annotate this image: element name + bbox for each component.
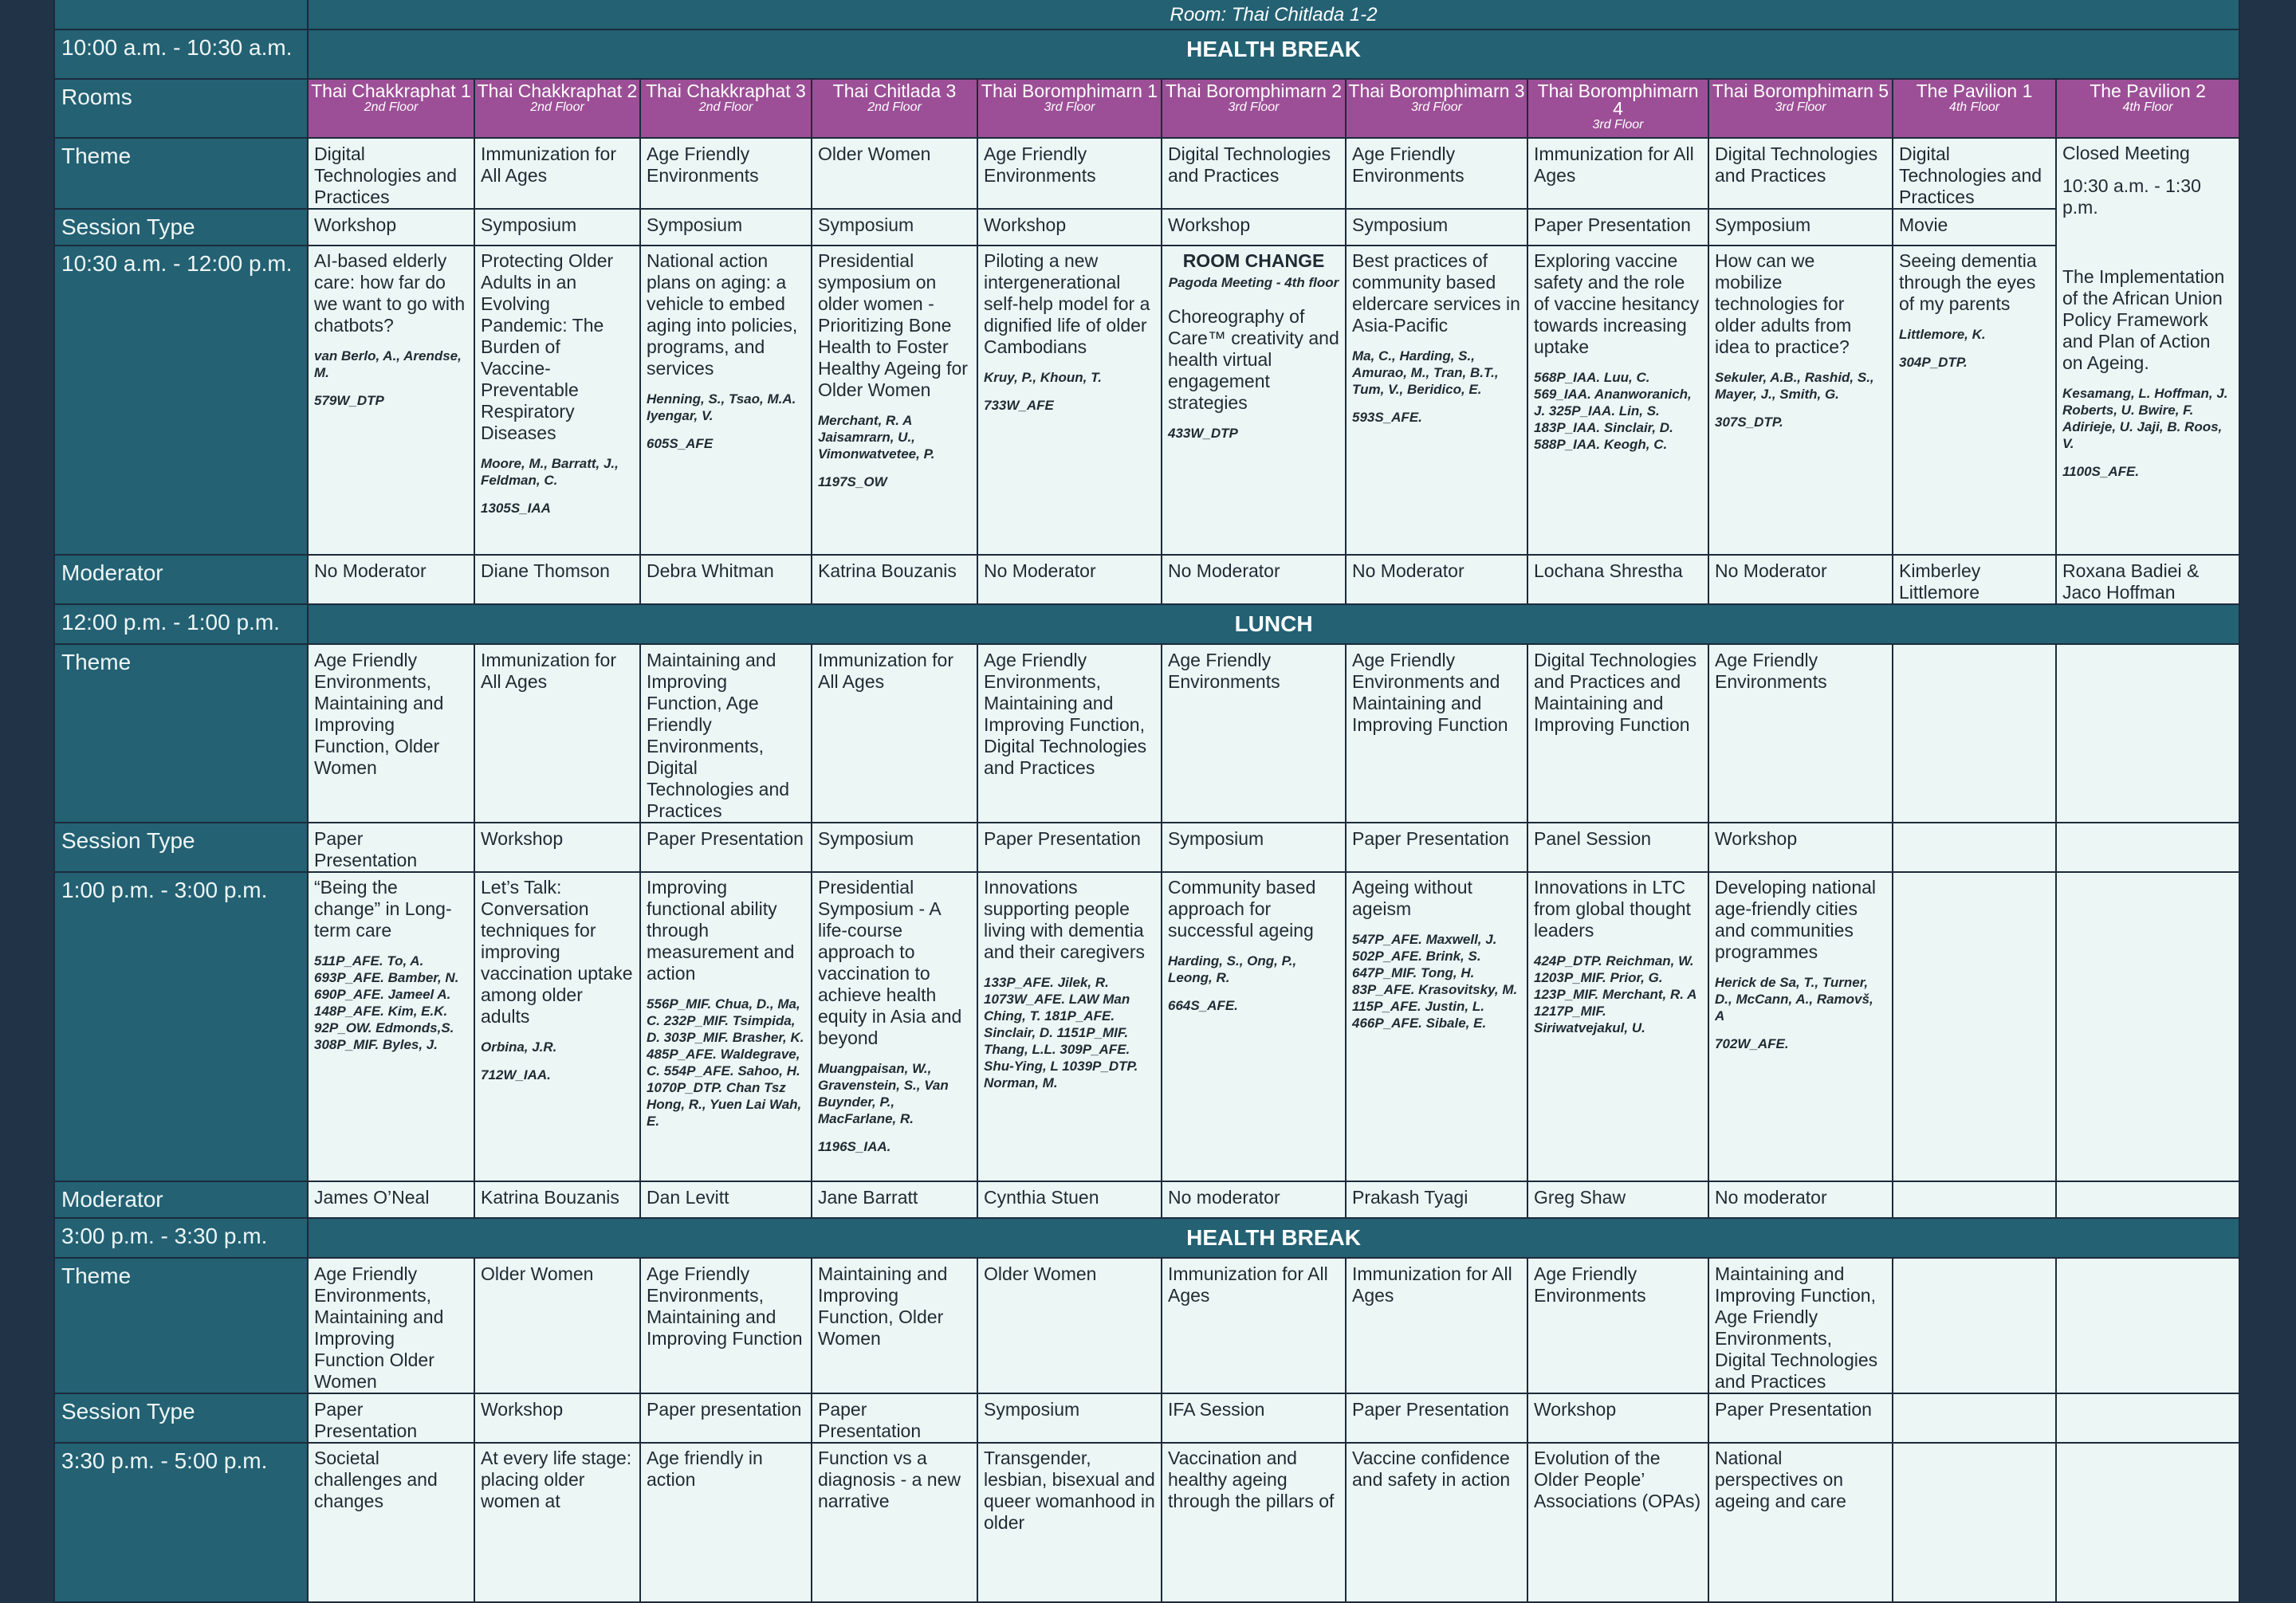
closed-code: 1100S_AFE. [2062,464,2140,479]
closed-session-title: The Implementation of the African Union Policy Framework and Plan of Action on Ageing. [2062,266,2225,373]
time-label: 10:30 a.m. - 12:00 p.m. [54,246,308,555]
session-code: 664S_AFE. [1168,998,1238,1013]
theme-cell: Digital Technologies and Practices [1893,138,2056,209]
room-name: Thai Boromphimarn 2 [1165,81,1343,101]
closed-title: Closed Meeting [2062,143,2190,163]
session-cell [812,872,977,1181]
schedule-row [54,79,2239,138]
session-authors: Kruy, P., Khoun, T. [984,370,1102,385]
schedule-row [54,823,2239,872]
moderator-cell: Roxana Badiei & Jaco Hoffman [2056,555,2239,604]
break-label: HEALTH BREAK [308,29,2239,79]
session-type-cell: Symposium [1162,823,1346,872]
session-type-cell: Paper presentation [640,1393,812,1443]
session-authors: 511P_AFE. To, A. 693P_AFE. Bamber, N. 690P_AFE. Jameel A. 148P_AFE. Kim, E.K. 92P_OW. Edmonds,S. 308P_MIF. Byles, J. [314,953,459,1052]
session-title: Protecting Older Adults in an Evolving Pandemic: The Burden of Vaccine-Preventable Respiratory Diseases [481,250,614,443]
session-cell [1893,246,2056,555]
session-cell [474,246,640,555]
schedule-row [54,1181,2239,1218]
session-cell [1346,872,1527,1181]
session-code: 1305S_IAA [481,501,551,516]
moderator-cell: Diane Thomson [474,555,640,604]
session-cell: At every life stage: placing older women at [474,1443,640,1602]
time-label: 3:30 p.m. - 5:00 p.m. [54,1443,308,1602]
session-type-cell [2056,1393,2239,1443]
schedule-row [54,246,2239,555]
room-floor: 4th Floor [1948,100,2000,114]
theme-cell: Immunization for All Ages [812,644,977,823]
room-name: Thai Boromphimarn 4 [1537,81,1699,119]
session-cell [1346,246,1527,555]
session-authors: Harding, S., Ong, P., Leong, R. [1168,953,1297,985]
theme-cell: Age Friendly Environments [1527,1258,1708,1393]
time-label: 1:00 p.m. - 3:00 p.m. [54,872,308,1181]
session-cell [977,872,1162,1181]
session-type-cell: Symposium [812,209,977,246]
session-code: 605S_AFE [647,436,714,451]
session-authors: Herick de Sa, T., Turner, D., McCann, A., Ramovš, A [1715,975,1873,1023]
schedule-table [53,0,2240,1603]
session-code: 712W_IAA. [481,1067,551,1082]
moderator-cell: No moderator [1708,1181,1893,1218]
session-code: 307S_DTP. [1715,415,1783,430]
room-header [640,79,812,138]
session-title: Innovations supporting people living with dementia and their caregivers [984,877,1145,962]
room-name: Thai Boromphimarn 1 [981,81,1158,101]
room-floor: 3rd Floor [1044,100,1095,114]
session-code: 593S_AFE. [1352,410,1422,425]
session-authors: Sekuler, A.B., Rashid, S., Mayer, J., Smith, G. [1715,370,1874,402]
session-code: 579W_DTP [314,393,384,408]
room-header [812,79,977,138]
theme-cell: Older Women [474,1258,640,1393]
session-cell [1162,872,1346,1181]
session-title: Ageing without ageism [1352,877,1472,919]
theme-cell: Age Friendly Environments, Maintaining and Improving Function, Older Women [308,644,474,823]
session-cell [977,246,1162,555]
closed-meeting-cell [2056,138,2239,555]
theme-cell: Age Friendly Environments [977,138,1162,209]
break-time: 3:00 p.m. - 3:30 p.m. [54,1218,308,1258]
session-cell [812,246,977,555]
session-cell: Evolution of the Older People’ Associations (OPAs) [1527,1443,1708,1602]
session-code: 733W_AFE [984,398,1054,413]
row-label: Theme [54,644,308,823]
session-code: 702W_AFE. [1715,1036,1789,1051]
session-title: Developing national age-friendly cities and communities programmes [1715,877,1877,962]
session-type-cell: Workshop [474,823,640,872]
keynote-moderator-cell [308,0,2239,29]
session-title: Let’s Talk: Conversation techniques for improving vaccination uptake among older adults [481,877,633,1027]
session-type-cell: Workshop [474,1393,640,1443]
moderator-cell: Debra Whitman [640,555,812,604]
theme-cell [1893,644,2056,823]
session-cell: Vaccination and healthy ageing through the pillars of [1162,1443,1346,1602]
theme-cell: Age Friendly Environments [1346,138,1527,209]
session-title: How can we mobilize technologies for older adults from idea to practice? [1715,250,1852,357]
session-authors: Orbina, J.R. [481,1039,557,1055]
theme-cell: Immunization for All Ages [1346,1258,1527,1393]
theme-cell: Immunization for All Ages [474,644,640,823]
schedule-row [54,1258,2239,1393]
session-authors: 133P_AFE. Jilek, R. 1073W_AFE. LAW Man Ching, T. 181P_AFE. Sinclair, D. 1151P_MIF. Thang, L.L. 309P_AFE. Shu-Ying, L 1039P_DTP. Norman, M. [984,975,1138,1090]
session-cell [308,872,474,1181]
theme-cell: Age Friendly Environments [640,138,812,209]
session-cell [1527,246,1708,555]
break-time: 10:00 a.m. - 10:30 a.m. [54,29,308,79]
moderator-cell: Cynthia Stuen [977,1181,1162,1218]
room-floor: 3rd Floor [1775,100,1826,114]
session-type-cell: Workshop [1527,1393,1708,1443]
session-authors: van Berlo, A., Arendse, M. [314,348,462,380]
session-authors: Moore, M., Barratt, J., Feldman, C. [481,456,619,488]
room-floor: 2nd Floor [530,100,584,114]
moderator-cell: James O’Neal [308,1181,474,1218]
schedule-row [54,1393,2239,1443]
schedule-row [54,1443,2239,1602]
row-label: Session Type [54,823,308,872]
session-authors: 424P_DTP. Reichman, W. 1203P_MIF. Prior, G. 123P_MIF. Merchant, R. A 1217P_MIF. Siriwatvejakul, U. [1534,953,1696,1035]
session-type-cell: Paper Presentation [1527,209,1708,246]
room-name: The Pavilion 2 [2090,81,2206,101]
room-floor: 2nd Floor [364,100,419,114]
theme-cell: Older Women [977,1258,1162,1393]
session-type-cell: Paper Presentation [977,823,1162,872]
session-type-cell: Paper Presentation [640,823,812,872]
session-type-cell: Movie [1893,209,2056,246]
theme-cell: Digital Technologies and Practices [1162,138,1346,209]
session-title: Piloting a new intergenerational self-help model for a dignified life of older Cambodians [984,250,1150,357]
theme-cell: Age Friendly Environments and Maintaining and Improving Function [1346,644,1527,823]
session-type-cell: Paper Presentation [1346,823,1527,872]
theme-cell: Immunization for All Ages [1527,138,1708,209]
session-type-cell: IFA Session [1162,1393,1346,1443]
moderator-cell: Jane Barratt [812,1181,977,1218]
session-authors: Muangpaisan, W., Gravenstein, S., Van Buynder, P., MacFarlane, R. [818,1061,949,1126]
rooms-label: Rooms [54,79,308,138]
moderator-cell: Katrina Bouzanis [474,1181,640,1218]
session-type-cell: Panel Session [1527,823,1708,872]
room-floor: 2nd Floor [867,100,922,114]
session-type-cell: Symposium [1346,209,1527,246]
room-header [474,79,640,138]
moderator-cell: No Moderator [1708,555,1893,604]
session-authors: 568P_IAA. Luu, C. 569_IAA. Ananworanich, J. 325P_IAA. Lin, S. 183P_IAA. Sinclair, D. 588P_IAA. Keogh, C. [1534,370,1692,452]
moderator-cell: No Moderator [308,555,474,604]
moderator-cell: No Moderator [977,555,1162,604]
room-name: Thai Chakkraphat 2 [477,81,638,101]
theme-cell [1893,1258,2056,1393]
session-cell [474,872,640,1181]
session-cell: Function vs a diagnosis - a new narrative [812,1443,977,1602]
row-label: Moderator [54,555,308,604]
session-authors: 556P_MIF. Chua, D., Ma, C. 232P_MIF. Tsimpida, D. 303P_MIF. Brasher, K. 485P_AFE. Waldegrave, C. 554P_AFE. Sahoo, H. 1070P_DTP. Chan Tsz Hong, R., Yuen Lai Wah, E. [647,996,804,1129]
theme-cell: Maintaining and Improving Function, Age Friendly Environments, Digital Technologies and Practices [1708,1258,1893,1393]
session-title: Community based approach for successful ageing [1168,877,1316,941]
session-title: Presidential Symposium - A life-course approach to vaccination to achieve health equity in Asia and beyond [818,877,962,1048]
session-type-cell: Symposium [640,209,812,246]
moderator-cell: Dan Levitt [640,1181,812,1218]
session-title: “Being the change” in Long-term care [314,877,452,941]
session-cell [640,246,812,555]
theme-cell: Maintaining and Improving Function, Age Friendly Environments, Digital Technologies and Practices [640,644,812,823]
session-type-cell: Paper Presentation [812,1393,977,1443]
schedule [53,0,2239,1603]
room-floor: 3rd Floor [1228,100,1280,114]
session-cell [1527,872,1708,1181]
schedule-row [54,138,2239,209]
session-type-cell [1893,1393,2056,1443]
theme-cell: Immunization for All Ages [474,138,640,209]
closed-time: 10:30 a.m. - 1:30 p.m. [2062,175,2201,218]
schedule-row [54,555,2239,604]
session-authors: Littlemore, K. [1899,327,1986,342]
session-type-cell: Workshop [1162,209,1346,246]
session-type-cell: Paper Presentation [1346,1393,1527,1443]
session-cell [1893,872,2056,1181]
room-header [308,79,474,138]
room-header [977,79,1162,138]
session-title: Seeing dementia through the eyes of my parents [1899,250,2037,314]
theme-cell: Immunization for All Ages [1162,1258,1346,1393]
session-title: AI-based elderly care: how far do we want to go with chatbots? [314,250,466,336]
session-title: Exploring vaccine safety and the role of vaccine hesitancy towards increasing uptake [1534,250,1700,357]
schedule-row [54,872,2239,1181]
session-cell [2056,1443,2239,1602]
theme-cell: Digital Technologies and Practices and Maintaining and Improving Function [1527,644,1708,823]
room-name: Thai Chakkraphat 3 [646,81,806,101]
session-cell [1708,246,1893,555]
room-floor: 2nd Floor [698,100,753,114]
moderator-cell: Kimberley Littlemore [1893,555,2056,604]
session-type-cell: Symposium [977,1393,1162,1443]
schedule-row [54,1218,2239,1258]
row-label: Moderator [54,1181,308,1218]
session-cell [1893,1443,2056,1602]
session-type-cell [1893,823,2056,872]
moderator-cell: No moderator [1162,1181,1346,1218]
session-type-cell: Workshop [308,209,474,246]
room-name: Thai Chakkraphat 1 [311,81,471,101]
room-name: Thai Chitlada 3 [832,81,957,101]
session-title: Presidential symposium on older women - Prioritizing Bone Health to Foster Healthy Ageing for Older Women [818,250,968,400]
schedule-row [54,29,2239,79]
session-type-cell: Workshop [977,209,1162,246]
keynote-room: Room: Thai Chitlada 1-2 [1170,4,1378,26]
row-label: Theme [54,138,308,209]
room-header [2056,79,2239,138]
moderator-cell: No Moderator [1346,555,1527,604]
session-authors: Henning, S., Tsao, M.A. Iyengar, V. [647,391,796,423]
room-name: Thai Boromphimarn 5 [1712,81,1889,101]
pagoda-note: Pagoda Meeting - 4th floor [1168,275,1339,290]
session-type-cell: Symposium [1708,209,1893,246]
room-header [1346,79,1527,138]
room-change: ROOM CHANGE [1182,250,1325,271]
session-cell [1708,872,1893,1181]
schedule-row [54,644,2239,823]
break-label: LUNCH [308,604,2239,644]
schedule-row [54,209,2239,246]
row-label: Session Type [54,1393,308,1443]
room-header [1527,79,1708,138]
room-header [1162,79,1346,138]
row-label: Session Type [54,209,308,246]
session-code: 1197S_OW [818,474,887,489]
session-cell: Transgender, lesbian, bisexual and queer womanhood in older [977,1443,1162,1602]
session-code: 304P_DTP. [1899,355,1968,370]
theme-cell: Age Friendly Environments, Maintaining and Improving Function [640,1258,812,1393]
session-title: National action plans on aging: a vehicle to embed aging into policies, programs, and services [647,250,798,379]
schedule-row [54,0,2239,29]
theme-cell: Digital Technologies and Practices [1708,138,1893,209]
moderator-cell: Katrina Bouzanis [812,555,977,604]
schedule-row [54,604,2239,644]
session-cell [2056,872,2239,1181]
row-label: Theme [54,1258,308,1393]
theme-cell: Age Friendly Environments [1708,644,1893,823]
room-floor: 4th Floor [2122,100,2173,114]
session-cell: Vaccine confidence and safety in action [1346,1443,1527,1602]
theme-cell [2056,1258,2239,1393]
session-cell [640,872,812,1181]
theme-cell: Older Women [812,138,977,209]
room-header [1708,79,1893,138]
theme-cell: Age Friendly Environments, Maintaining and Improving Function Older Women [308,1258,474,1393]
session-authors: 547P_AFE. Maxwell, J. 502P_AFE. Brink, S. 647P_MIF. Tong, H. 83P_AFE. Krasovitsky, M. 115P_AFE. Justin, L. 466P_AFE. Sibale, E. [1352,932,1518,1031]
moderator-cell: Greg Shaw [1527,1181,1708,1218]
session-type-cell: Paper Presentation [1708,1393,1893,1443]
theme-cell [2056,644,2239,823]
session-code: 1196S_IAA. [818,1139,891,1154]
break-time: 12:00 p.m. - 1:00 p.m. [54,604,308,644]
session-authors: Merchant, R. A Jaisamrarn, U., Vimonwatvetee, P. [818,413,935,462]
session-type-cell: Paper Presentation [308,823,474,872]
session-cell [308,246,474,555]
closed-authors: Kesamang, L. Hoffman, J. Roberts, U. Bwire, F. Adirieje, U. Jaji, B. Roos, V. [2062,386,2228,451]
theme-cell: Digital Technologies and Practices [308,138,474,209]
room-floor: 3rd Floor [1410,100,1463,114]
room-header [1893,79,2056,138]
session-cell [1162,246,1346,555]
session-title: Best practices of community based eldercare services in Asia-Pacific [1352,250,1520,336]
session-type-cell: Workshop [1708,823,1893,872]
theme-cell: Age Friendly Environments [1162,644,1346,823]
blank-cell [54,0,308,29]
room-name: The Pavilion 1 [1916,81,2033,101]
session-type-cell: Symposium [812,823,977,872]
moderator-cell [2056,1181,2239,1218]
room-name: Thai Boromphimarn 3 [1348,81,1525,101]
break-label: HEALTH BREAK [308,1218,2239,1258]
theme-cell: Age Friendly Environments, Maintaining and Improving Function, Digital Technologies and Practices [977,644,1162,823]
session-type-cell: Paper Presentation [308,1393,474,1443]
theme-cell: Maintaining and Improving Function, Older Women [812,1258,977,1393]
moderator-cell: No Moderator [1162,555,1346,604]
session-authors: Ma, C., Harding, S., Amurao, M., Tran, B.T., Tum, V., Beridico, E. [1352,348,1499,397]
session-cell: National perspectives on ageing and care [1708,1443,1893,1602]
room-floor: 3rd Floor [1592,118,1644,132]
session-title: Innovations in LTC from global thought leaders [1534,877,1691,941]
moderator-cell: Prakash Tyagi [1346,1181,1527,1218]
moderator-cell: Lochana Shrestha [1527,555,1708,604]
session-type-cell [2056,823,2239,872]
session-type-cell: Symposium [474,209,640,246]
session-title: Improving functional ability through measurement and action [647,877,795,984]
session-cell: Age friendly in action [640,1443,812,1602]
session-cell: Societal challenges and changes [308,1443,474,1602]
session-title: Choreography of Care™ creativity and health virtual engagement strategies [1168,306,1339,413]
moderator-cell [1893,1181,2056,1218]
session-code: 433W_DTP [1168,426,1238,441]
